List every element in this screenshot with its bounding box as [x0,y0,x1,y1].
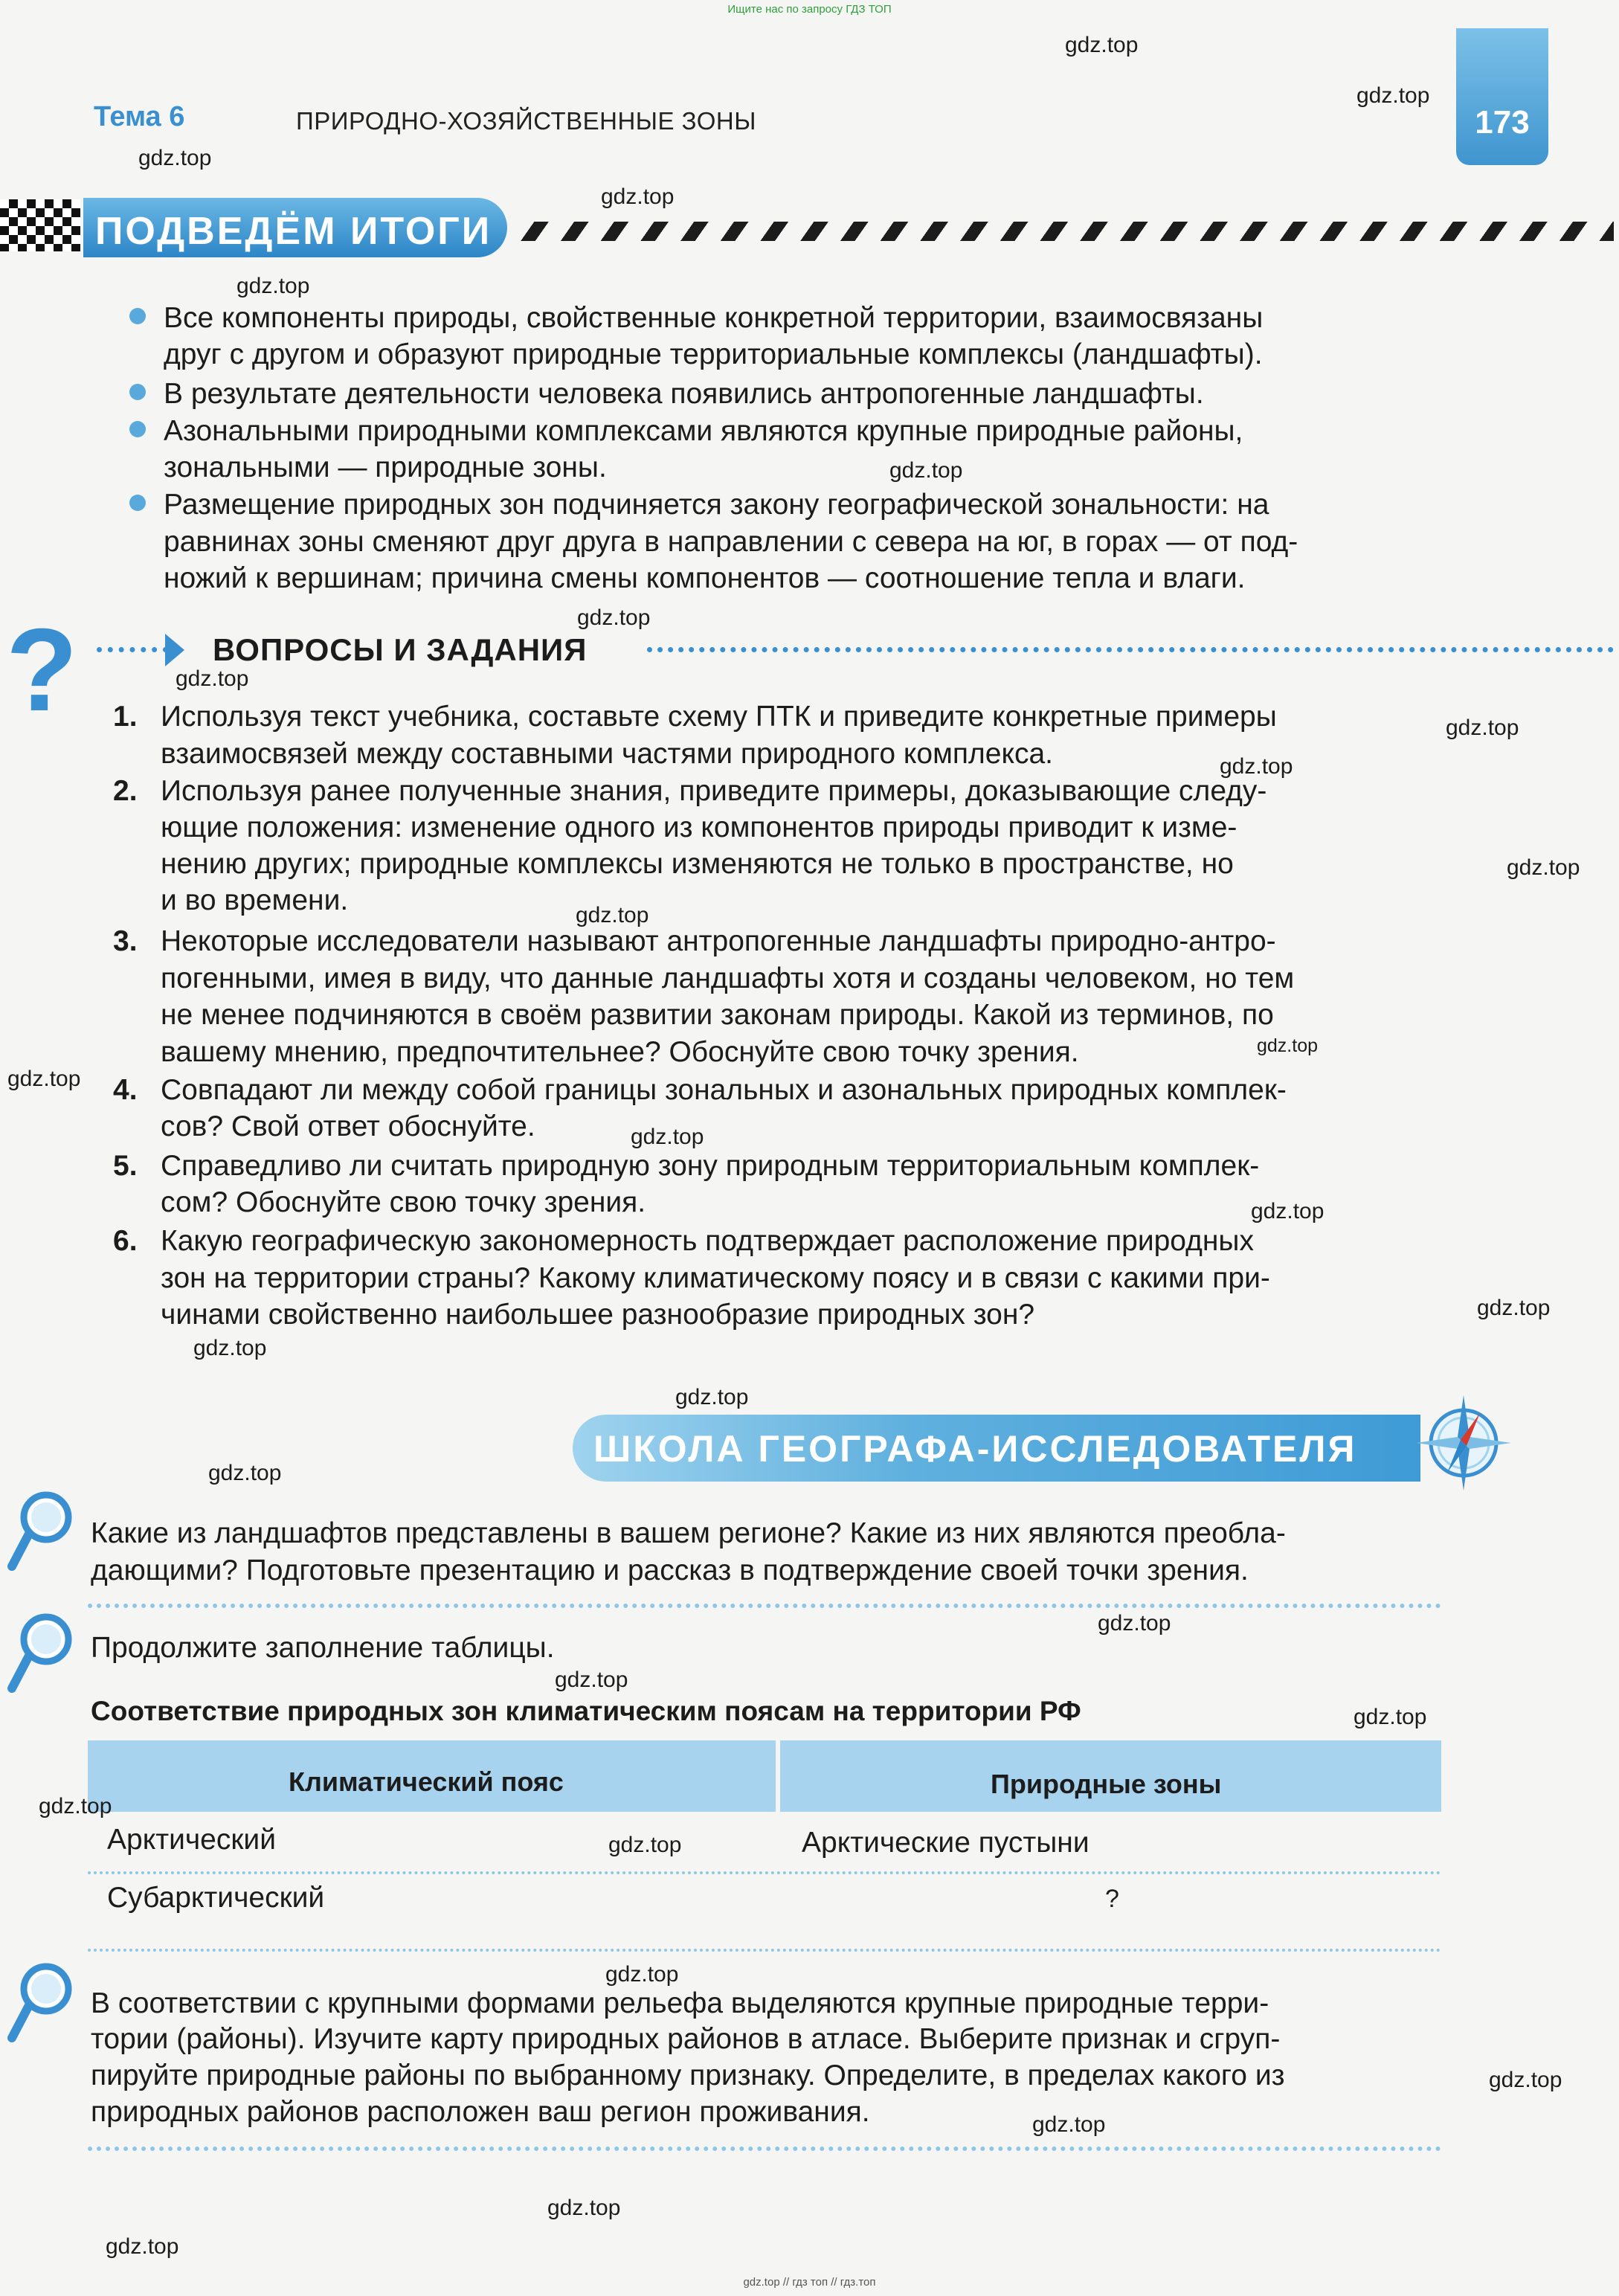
question-line: Некоторые исследователи называют антропогенные ландшафты природно-антро- [161,925,1276,957]
page-number-tab [1456,28,1548,165]
watermark: gdz.top [1220,754,1293,779]
watermark: gdz.top [1257,1035,1319,1056]
watermark: gdz.top [1507,855,1580,880]
question-line: Используя текст учебника, составьте схему ПТК и приведите конкретные примеры [161,701,1277,733]
question-number: 1. [113,701,138,733]
question-number: 2. [113,775,138,807]
question-line: нению других; природные комплексы изменяются не только в пространстве, но [161,848,1234,880]
watermark: gdz.top [1446,716,1519,740]
summary-line: равнинах зоны сменяют друг друга в направлении с севера на юг, в горах — от под- [164,526,1298,558]
watermark: gdz.top [39,1794,112,1819]
watermark: gdz.top [106,2234,179,2259]
question-number: 6. [113,1225,138,1257]
watermark: gdz.top [605,1962,679,1987]
question-line: сом? Обоснуйте свою точку зрения. [161,1186,646,1218]
watermark: gdz.top [1032,2112,1106,2137]
bullet-icon [129,495,146,511]
question-line: Какую географическую закономерность подтверждает расположение природных [161,1225,1254,1257]
question-line: Используя ранее полученные знания, приведите примеры, доказывающие следу- [161,775,1267,807]
top-note: Ищите нас по запросу ГДЗ ТОП [727,3,892,16]
page-number: 173 [1475,104,1530,141]
summary-line: Все компоненты природы, свойственные конкретной территории, взаимосвязаны [164,302,1264,334]
question-line: взаимосвязей между составными частями природного комплекса. [161,738,1054,770]
table-cell: Арктические пустыни [802,1827,1089,1859]
task-text: пируйте природные районы по выбранному признаку. Определите, в пределах какого из [91,2059,1285,2091]
magnifier-icon [6,1961,74,2042]
watermark: gdz.top [601,184,675,209]
compass-icon [1412,1391,1516,1495]
watermark: gdz.top [547,2196,621,2220]
watermark: gdz.top [576,903,649,927]
magnifier-icon [6,1611,74,1693]
task-text: Продолжите заполнение таблицы. [91,1632,555,1664]
question-line: зон на территории страны? Какому климатическому поясу и в связи с какими при- [161,1262,1270,1294]
question-number: 4. [113,1074,138,1106]
table-cell: Субарктический [107,1882,325,1914]
footer-note: gdz.top // гдз топ // гдз.топ [743,2276,876,2289]
dotted-separator [88,2147,1441,2151]
table-title: Соответствие природных зон климатическим поясам на территории РФ [91,1696,1081,1726]
dotted-line [97,647,168,652]
watermark: gdz.top [176,666,249,691]
summary-line: ножий к вершинам; причина смены компонентов — соотношение тепла и влаги. [164,562,1246,594]
question-line: Справедливо ли считать природную зону природным территориальным комплек- [161,1150,1260,1182]
watermark: gdz.top [1098,1611,1171,1636]
table-cell: ? [1105,1885,1119,1913]
watermark: gdz.top [7,1067,81,1091]
watermark: gdz.top [1354,1705,1427,1729]
watermark: gdz.top [675,1385,749,1409]
table-header-zones: Природные зоны [991,1769,1222,1799]
summary-line: В результате деятельности человека появились антропогенные ландшафты. [164,378,1204,410]
watermark: gdz.top [1489,2068,1562,2092]
watermark: gdz.top [1477,1296,1551,1320]
watermark: gdz.top [208,1461,282,1485]
question-line: чинами свойственно наибольшее разнообразие природных зон? [161,1299,1035,1331]
question-line: вашему мнению, предпочтительнее? Обоснуйте свою точку зрения. [161,1036,1079,1068]
task-text: дающими? Подготовьте презентацию и рассказ в подтверждение своей точки зрения. [91,1554,1249,1586]
arrow-right-icon [165,634,184,666]
watermark: gdz.top [236,274,310,298]
table-row-separator [88,1949,1441,1952]
table-row-separator [88,1871,1441,1874]
question-line: Совпадают ли между собой границы зональных и азональных природных комплек- [161,1074,1287,1106]
summary-line: зональными — природные зоны. [164,451,607,483]
question-line: не менее подчиняются в своём развитии законам природы. Какой из терминов, по [161,999,1274,1031]
table-cell: Арктический [107,1824,276,1856]
watermark: gdz.top [138,146,212,170]
watermark: gdz.top [1065,33,1139,57]
watermark: gdz.top [555,1668,628,1692]
watermark: gdz.top [1356,83,1430,108]
summary-line: друг с другом и образуют природные территориальные комплексы (ландшафты). [164,338,1263,370]
watermark: gdz.top [889,458,963,483]
bullet-icon [129,308,146,324]
dotted-line [647,647,1614,652]
checkered-flag-icon [0,199,80,251]
topic-number: Тема 6 [94,101,185,132]
magnifier-icon [6,1489,74,1571]
question-mark-icon: ? [6,605,78,736]
question-line: сов? Свой ответ обоснуйте. [161,1110,535,1142]
summary-line: Размещение природных зон подчиняется закону географической зональности: на [164,489,1269,521]
watermark: gdz.top [577,605,651,630]
watermark: gdz.top [608,1833,682,1857]
summary-line: Азональными природными комплексами являются крупные природные районы, [164,415,1243,447]
task-text: тории (районы). Изучите карту природных районов в атласе. Выберите признак и сгруп- [91,2023,1281,2055]
question-line: погенными, имея в виду, что данные ландшафты хотя и созданы человеком, но тем [161,962,1295,994]
questions-title: ВОПРОСЫ И ЗАДАНИЯ [213,632,588,667]
task-text: Какие из ландшафтов представлены в вашем регионе? Какие из них являются преобла- [91,1517,1286,1549]
school-title: ШКОЛА ГЕОГРАФА-ИССЛЕДОВАТЕЛЯ [593,1428,1357,1470]
bullet-icon [129,384,146,400]
striped-divider [513,222,1614,241]
task-text: В соответствии с крупными формами рельефа выделяются крупные природные терри- [91,1987,1269,2019]
question-line: и во времени. [161,884,349,916]
task-text: природных районов расположен ваш регион проживания. [91,2096,870,2128]
topic-name: ПРИРОДНО-ХОЗЯЙСТВЕННЫЕ ЗОНЫ [296,107,756,135]
bullet-icon [129,421,146,437]
dotted-separator [88,1604,1441,1608]
table-header-climate: Климатический пояс [289,1766,564,1797]
question-line: ющие положения: изменение одного из компонентов природы приводит к изме- [161,811,1237,843]
watermark: gdz.top [631,1125,704,1149]
question-number: 3. [113,925,138,957]
summary-title: ПОДВЕДЁМ ИТОГИ [95,210,492,253]
watermark: gdz.top [193,1336,267,1360]
question-number: 5. [113,1150,138,1182]
watermark: gdz.top [1251,1199,1325,1223]
